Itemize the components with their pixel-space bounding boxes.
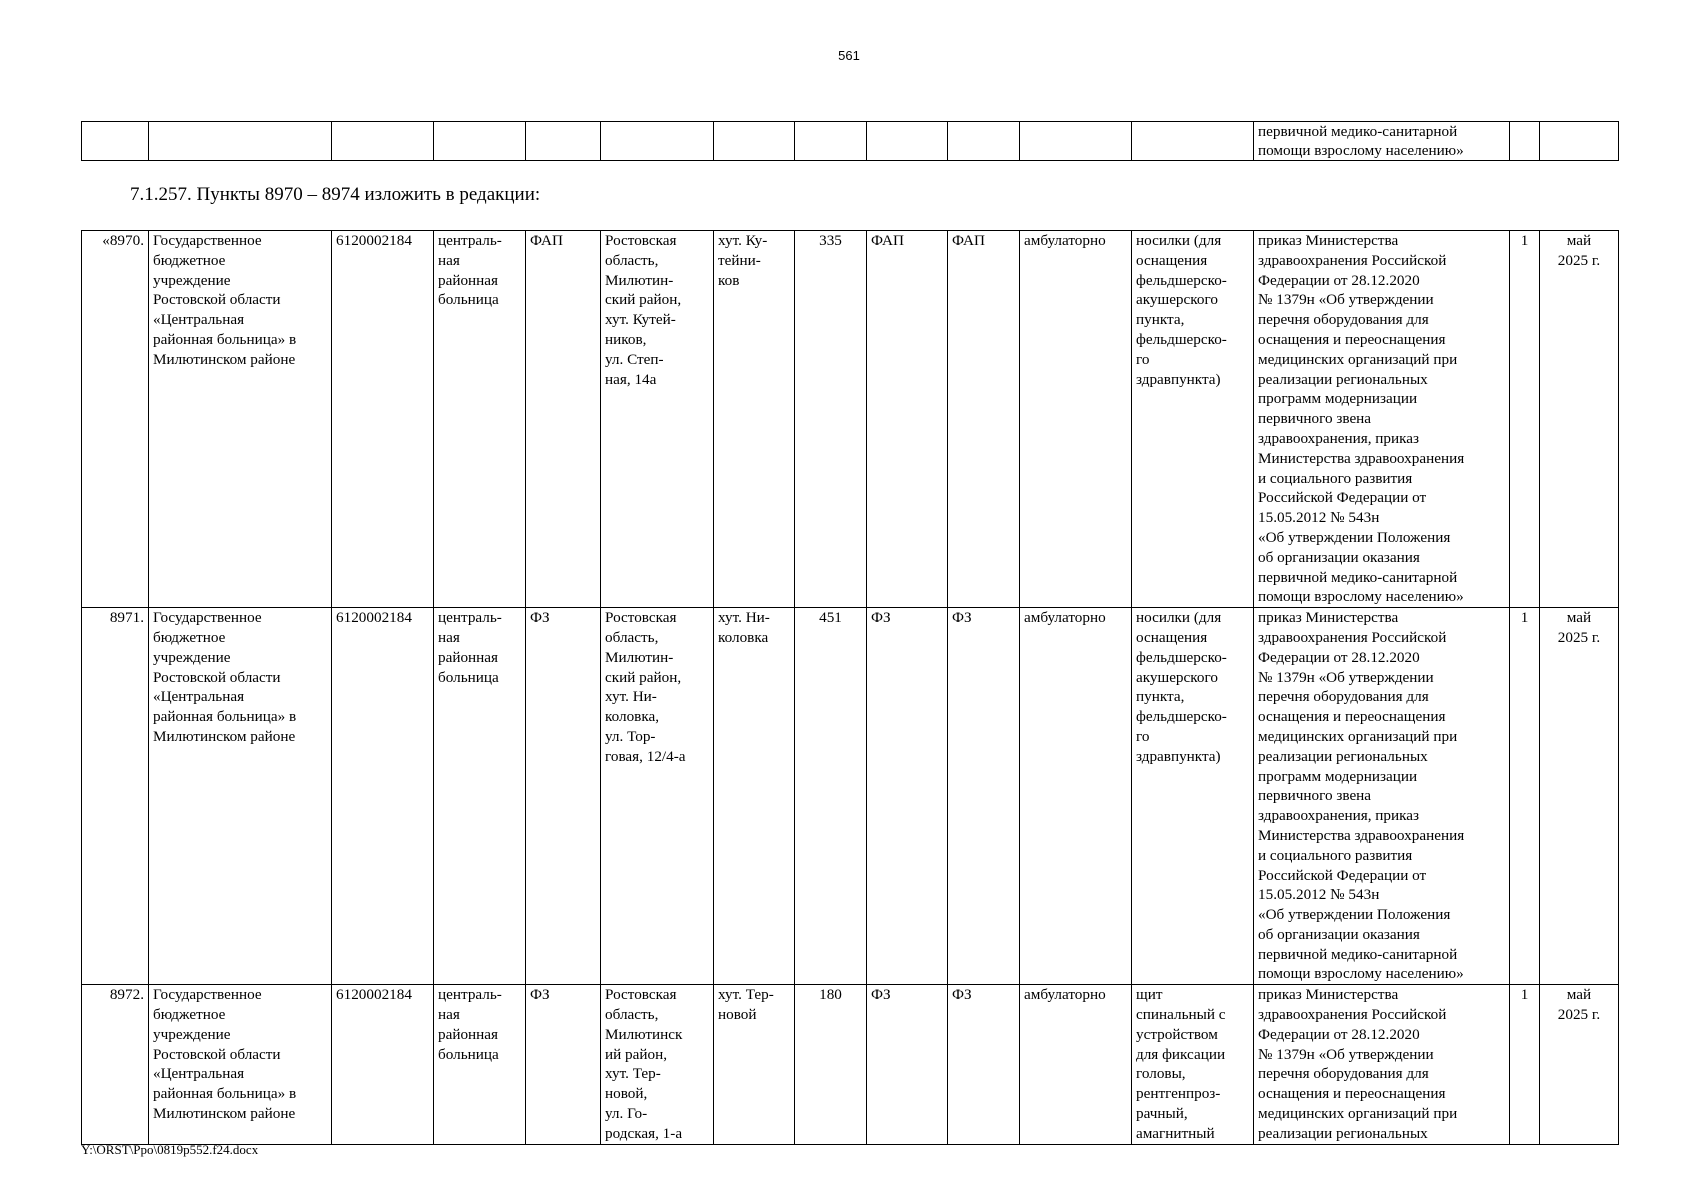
care-cell: амбулаторно	[1020, 608, 1132, 985]
population-cell: 335	[795, 231, 867, 608]
kind-cell: ФЗ	[867, 608, 948, 985]
unit-cell: ФАП	[526, 231, 601, 608]
cell	[714, 122, 795, 161]
basis-cell: приказ Министерства здравоохранения Российской Федерации от 28.12.2020 № 1379н «Об утверждении перечня оборудования для оснащения и переоснащения медицинских организаций при реализации региональных программ модернизации первичного звена здравоохранения, приказ Министерства здравоохранения и социального развития Российской Федерации от 15.05.2012 № 543н «Об утверждении Положения об организации оказания первичной медико-санитарной помощи взрослому населению»	[1254, 608, 1510, 985]
date-cell: май 2025 г.	[1540, 985, 1619, 1144]
unit-cell: ФЗ	[526, 985, 601, 1144]
quantity-cell: 1	[1510, 231, 1540, 608]
row-number: 8972.	[82, 985, 149, 1144]
file-path-footer: Y:\ORST\Ppo\0819p552.f24.docx	[81, 1142, 259, 1157]
cell	[948, 122, 1020, 161]
population-cell: 451	[795, 608, 867, 985]
cell	[795, 122, 867, 161]
table-row	[82, 608, 1619, 985]
inn-cell: 6120002184	[332, 608, 434, 985]
address-cell: Ростовская область, Милютин- ский район, хут. Ни- коловка, ул. Тор- говая, 12/4-а	[601, 608, 714, 985]
kind-cell: ФАП	[948, 231, 1020, 608]
cell	[867, 122, 948, 161]
kind-cell: ФАП	[867, 231, 948, 608]
section-heading: 7.1.257. Пункты 8970 – 8974 изложить в редакции:	[130, 184, 541, 205]
basis-cell: приказ Министерства здравоохранения Российской Федерации от 28.12.2020 № 1379н «Об утверждении перечня оборудования для оснащения и переоснащения медицинских организаций при реализации региональных программ модернизации первичного звена здравоохранения, приказ Министерства здравоохранения и социального развития Российской Федерации от 15.05.2012 № 543н «Об утверждении Положения об организации оказания первичной медико-санитарной помощи взрослому населению»	[1254, 231, 1510, 608]
population-cell: 180	[795, 985, 867, 1144]
equipment-cell: носилки (для оснащения фельдшерско- акушерского пункта, фельдшерско- го здравпункта)	[1132, 608, 1254, 985]
cell	[82, 122, 149, 161]
row-number: «8970.	[82, 231, 149, 608]
organization-cell: Государственное бюджетное учреждение Ростовской области «Центральная районная больница» в Милютинском районе	[149, 231, 332, 608]
quantity-cell: 1	[1510, 985, 1540, 1144]
table-row	[82, 985, 1619, 1144]
basis-cell: приказ Министерства здравоохранения Российской Федерации от 28.12.2020 № 1379н «Об утверждении перечня оборудования для оснащения и переоснащения медицинских организаций при реализации региональных	[1254, 985, 1510, 1144]
settlement-cell: хут. Тер- новой	[714, 985, 795, 1144]
organization-cell: Государственное бюджетное учреждение Ростовской области «Центральная районная больница» в Милютинском районе	[149, 608, 332, 985]
cell	[1510, 122, 1540, 161]
kind-cell: ФЗ	[867, 985, 948, 1144]
table-row	[82, 122, 1619, 161]
inn-cell: 6120002184	[332, 231, 434, 608]
equipment-cell: носилки (для оснащения фельдшерско- акушерского пункта, фельдшерско- го здравпункта)	[1132, 231, 1254, 608]
cell	[1540, 122, 1619, 161]
kind-cell: ФЗ	[948, 985, 1020, 1144]
quantity-cell: 1	[1510, 608, 1540, 985]
care-cell: амбулаторно	[1020, 985, 1132, 1144]
unit-cell: ФЗ	[526, 608, 601, 985]
kind-cell: ФЗ	[948, 608, 1020, 985]
organization-cell: Государственное бюджетное учреждение Ростовской области «Центральная районная больница» в Милютинском районе	[149, 985, 332, 1144]
settlement-cell: хут. Ку- тейни- ков	[714, 231, 795, 608]
care-cell: амбулаторно	[1020, 231, 1132, 608]
date-cell: май 2025 г.	[1540, 608, 1619, 985]
settlement-cell: хут. Ни- коловка	[714, 608, 795, 985]
continuation-table	[81, 121, 1619, 161]
row-number: 8971.	[82, 608, 149, 985]
type-cell: централь- ная районная больница	[434, 231, 526, 608]
cell	[526, 122, 601, 161]
type-cell: централь- ная районная больница	[434, 985, 526, 1144]
cell	[1020, 122, 1132, 161]
date-cell: май 2025 г.	[1540, 231, 1619, 608]
basis-cell: первичной медико-санитарной помощи взрослому населению»	[1254, 122, 1510, 161]
page-number: 561	[838, 48, 860, 63]
equipment-table	[81, 230, 1619, 1145]
cell	[332, 122, 434, 161]
cell	[601, 122, 714, 161]
type-cell: централь- ная районная больница	[434, 608, 526, 985]
equipment-cell: щит спинальный с устройством для фиксации головы, рентгенпроз- рачный, амагнитный	[1132, 985, 1254, 1144]
cell	[434, 122, 526, 161]
table-row	[82, 231, 1619, 608]
cell	[1132, 122, 1254, 161]
cell	[149, 122, 332, 161]
inn-cell: 6120002184	[332, 985, 434, 1144]
address-cell: Ростовская область, Милютинск ий район, хут. Тер- новой, ул. Го- родская, 1-а	[601, 985, 714, 1144]
address-cell: Ростовская область, Милютин- ский район, хут. Кутей- ников, ул. Степ- ная, 14а	[601, 231, 714, 608]
